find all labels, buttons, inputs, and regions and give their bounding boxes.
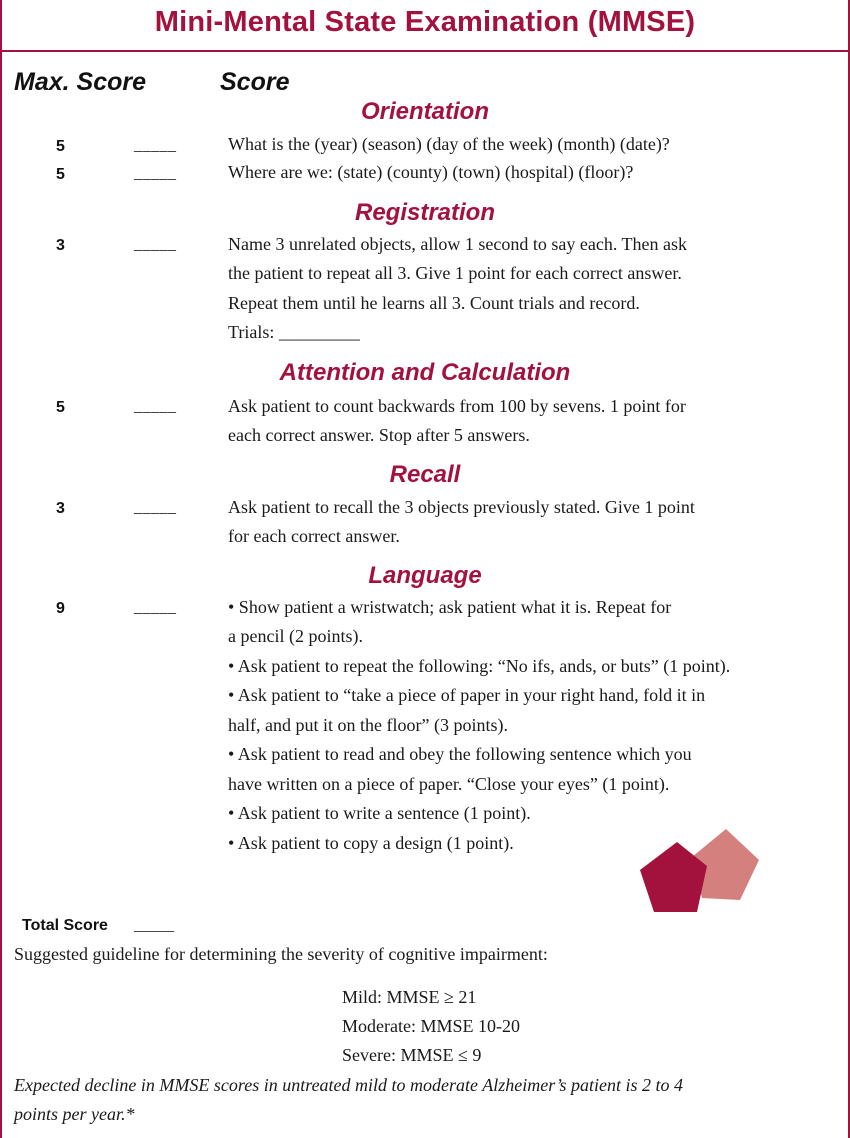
language-line: • Ask patient to read and obey the following sentence which you — [228, 744, 692, 764]
recall-line: for each correct answer. — [228, 526, 400, 546]
score-column-header: Score — [220, 68, 290, 96]
section-heading-registration: Registration — [354, 199, 495, 226]
max-score-orientation-1: 5 — [56, 138, 65, 155]
total-score-blank[interactable]: _____ — [134, 917, 174, 934]
section-heading-attention-calculation: Attention and Calculation — [279, 359, 571, 386]
page-title: Mini-Mental State Examination (MMSE) — [154, 6, 696, 38]
orientation-question-2: Where are we: (state) (county) (town) (hospital) (floor)? — [228, 162, 634, 182]
section-heading-language: Language — [368, 562, 482, 589]
footnote-line-1: Expected decline in MMSE scores in untreated mild to moderate Alzheimer’s patient is 2 to 4 — [14, 1075, 684, 1095]
attention-line: Ask patient to count backwards from 100 by sevens. 1 point for — [228, 396, 686, 416]
total-score-label: Total Score — [22, 917, 108, 934]
score-blank-language[interactable]: _____ — [134, 599, 177, 616]
severity-severe: Severe: MMSE ≤ 9 — [342, 1045, 482, 1065]
severity-mild: Mild: MMSE ≥ 21 — [342, 987, 477, 1007]
attention-line: each correct answer. Stop after 5 answers. — [228, 425, 530, 445]
max-score-column-header: Max. Score — [14, 68, 147, 96]
language-line: • Ask patient to “take a piece of paper in your right hand, fold it in — [228, 685, 706, 705]
max-score-recall: 3 — [56, 500, 65, 517]
section-heading-orientation: Orientation — [360, 98, 489, 125]
score-blank-recall[interactable]: _____ — [134, 499, 177, 516]
score-blank-registration[interactable]: _____ — [134, 236, 177, 253]
footnote-line-2: points per year.* — [14, 1104, 135, 1124]
language-line: have written on a piece of paper. “Close your eyes” (1 point). — [228, 774, 670, 794]
language-line: • Ask patient to copy a design (1 point). — [228, 833, 514, 853]
section-heading-recall: Recall — [389, 461, 461, 488]
orientation-question-1: What is the (year) (season) (day of the week) (month) (date)? — [228, 134, 670, 154]
score-blank-attention[interactable]: _____ — [134, 398, 177, 415]
language-line: • Show patient a wristwatch; ask patient what it is. Repeat for — [228, 597, 672, 617]
language-line: • Ask patient to write a sentence (1 point). — [228, 803, 531, 823]
score-blank-orientation-2[interactable]: _____ — [134, 165, 177, 182]
language-line: half, and put it on the floor” (3 points). — [228, 715, 508, 735]
registration-line: Repeat them until he learns all 3. Count trials and record. — [228, 293, 640, 313]
max-score-language: 9 — [56, 600, 65, 617]
title-divider — [2, 50, 848, 52]
score-blank-orientation-1[interactable]: _____ — [134, 137, 177, 154]
severity-moderate: Moderate: MMSE 10-20 — [342, 1016, 520, 1036]
language-line: a pencil (2 points). — [228, 626, 363, 646]
registration-line: Name 3 unrelated objects, allow 1 second to say each. Then ask — [228, 234, 688, 254]
max-score-registration: 3 — [56, 237, 65, 254]
registration-line: the patient to repeat all 3. Give 1 point for each correct answer. — [228, 263, 682, 283]
guideline-text: Suggested guideline for determining the severity of cognitive impairment: — [14, 944, 548, 964]
registration-trials-line: Trials: _________ — [228, 322, 360, 342]
max-score-orientation-2: 5 — [56, 166, 65, 183]
max-score-attention: 5 — [56, 399, 65, 416]
recall-line: Ask patient to recall the 3 objects previously stated. Give 1 point — [228, 497, 695, 517]
language-line: • Ask patient to repeat the following: “No ifs, ands, or buts” (1 point). — [228, 656, 731, 676]
pentagon-design-icon — [632, 822, 762, 917]
